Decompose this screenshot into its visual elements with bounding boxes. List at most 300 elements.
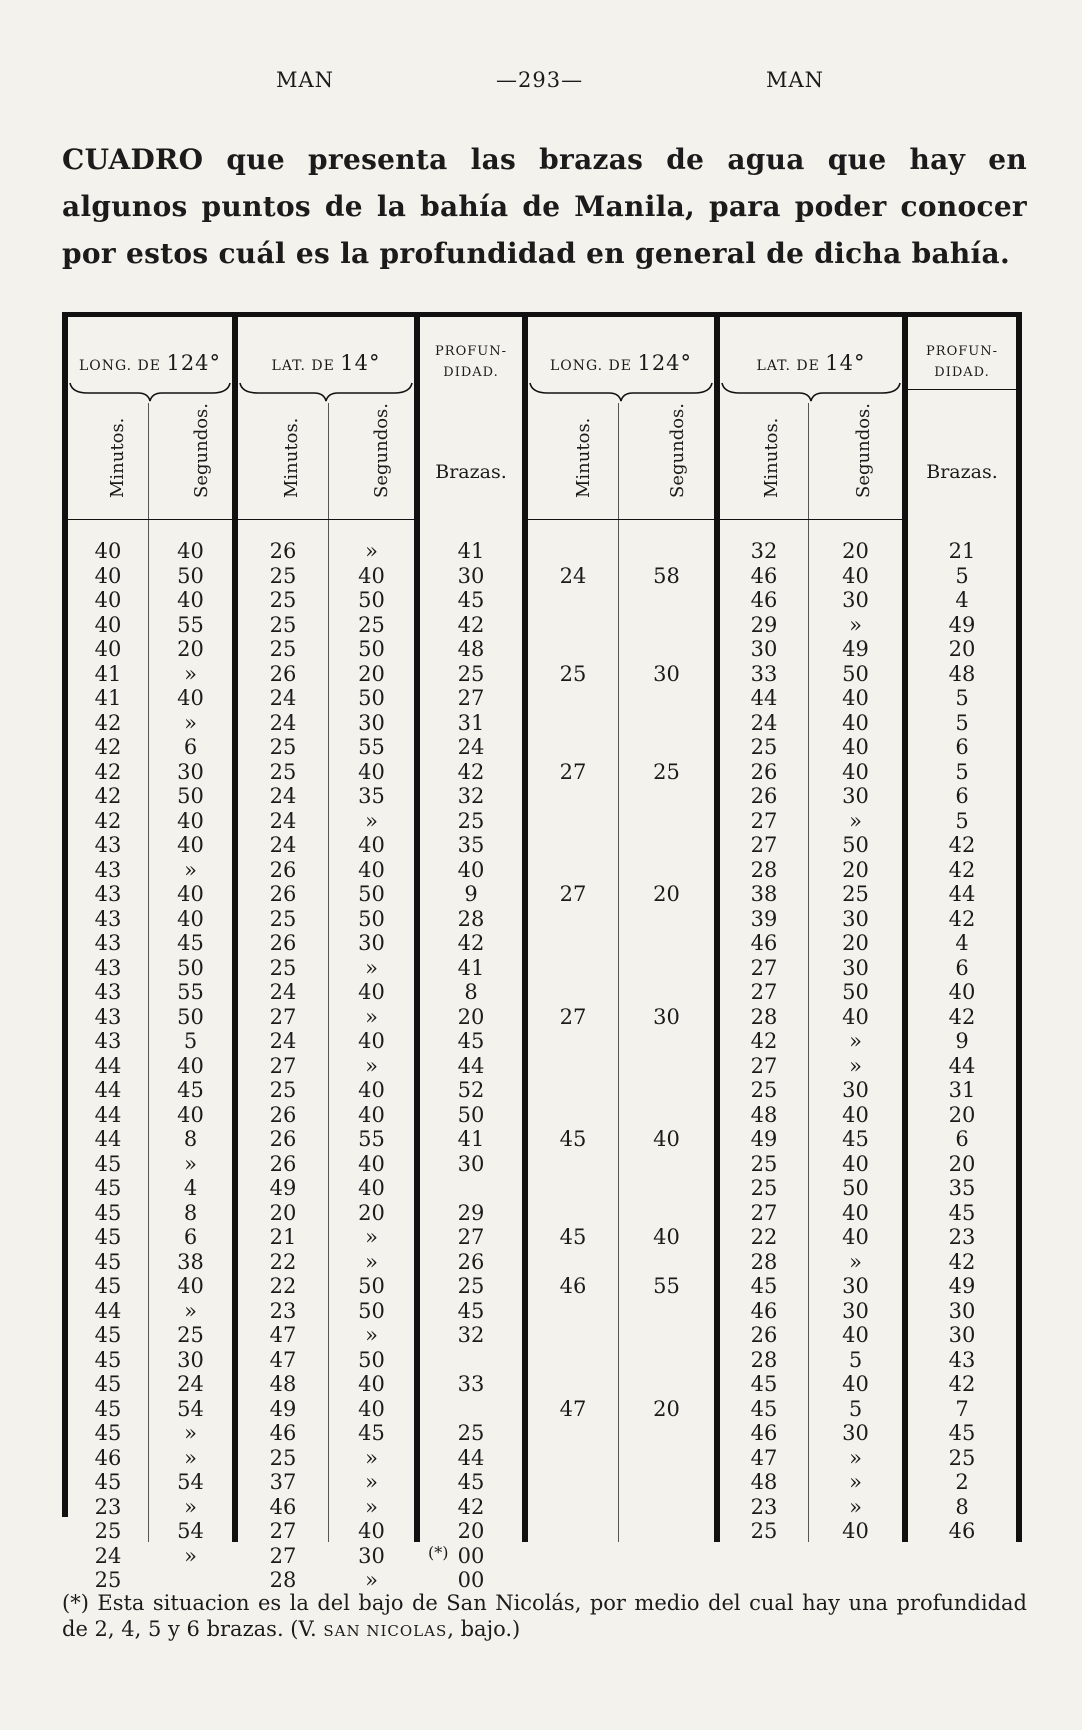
table-cell: » [849,1053,862,1078]
table-cell: 40 [358,833,385,857]
table-cell: » [849,1445,862,1470]
footnote-text-end: , bajo.) [447,1617,521,1641]
table-cell: » [184,1445,197,1470]
table-cell: 45 [94,1176,122,1200]
table-cell: 30 [842,784,869,808]
minutos-label: Minutos. [761,417,782,498]
table-cell: 44 [94,1053,122,1078]
table-cell: 40 [842,1102,869,1127]
table-cell: 27 [457,1225,485,1249]
table-cell: 40 [358,1029,385,1053]
table-cell: 40 [177,833,204,857]
table-cell: 8 [183,1200,198,1225]
table-cell: 27 [750,980,778,1004]
table-cell: 24 [269,710,297,735]
table-cell: 40 [177,906,204,931]
table-cell: 25 [948,1445,976,1470]
segundos-label: Segundos. [667,402,688,498]
table-cell: 24 [457,735,485,759]
table-cell: 45 [457,1470,485,1494]
table-cell: » [184,1151,197,1176]
lat-degree: 14° [340,351,381,375]
table-cell: 40 [842,1004,869,1029]
table-cell: 42 [94,784,122,808]
col-left-depth [420,539,522,1593]
depth-header-line2: DIDAD. [934,365,990,380]
table-cell: » [184,857,197,882]
table-cell: 45 [750,1372,778,1396]
table-cell: 20 [177,637,204,661]
table-cell: 44 [457,1445,485,1470]
long-degree: 124° [637,351,693,375]
table-cell: 46 [750,1298,778,1323]
table-cell: 27 [559,882,587,906]
table-cell: 44 [94,1127,122,1151]
lat-label: LAT. DE [756,358,820,374]
table-cell: 25 [269,612,297,637]
table-cell: » [184,1298,197,1323]
table-cell: 27 [750,1053,778,1078]
table-cell: 6 [955,1127,969,1151]
depth-header-rule [908,389,1016,390]
table-cell: 21 [269,1225,297,1249]
table-cell: 40 [177,1053,204,1078]
table-cell: 26 [269,857,297,882]
segundos-header [652,402,688,519]
table-cell: » [365,808,378,833]
table-cell: 46 [559,1274,587,1298]
table-cell: 40 [358,1396,385,1421]
table-cell: 45 [177,931,204,955]
table-cell: 45 [457,1298,485,1323]
table-cell: » [365,539,378,563]
table-cell: 25 [457,808,485,833]
table-cell: 30 [842,906,869,931]
table-cell: 8 [183,1127,198,1151]
table-cell: 26 [269,661,297,686]
table-cell: 5 [955,710,969,735]
table-cell: 43 [94,1029,122,1053]
table-cell: 30 [842,1274,869,1298]
table-cell: 5 [183,1029,198,1053]
table-cell: 26 [269,539,297,563]
table-cell: 40 [842,710,869,735]
col-left-long-sec [149,539,232,1593]
table-cell: 48 [457,637,485,661]
table-cell: 32 [750,539,778,563]
long-header-left [68,351,232,375]
footnote [62,1590,1027,1644]
table-cell: 48 [750,1102,778,1127]
table-cell: 30 [653,1004,680,1029]
footnote-mark: (*) [62,1591,89,1615]
table-cell: 42 [948,833,976,857]
table-cell: 24 [269,686,297,710]
table-cell: » [184,1421,197,1445]
table-cell: 27 [750,833,778,857]
table-cell: 26 [750,1323,778,1347]
table-cell: 44 [948,1053,976,1078]
table-cell: 45 [750,1274,778,1298]
table-cell: » [365,1470,378,1494]
table-cell: 24 [269,980,297,1004]
table-cell: 42 [94,759,122,784]
table-cell: 9 [464,882,478,906]
table-cell: 50 [358,906,385,931]
table-cell: 52 [457,1078,485,1102]
minutos-label: Minutos. [281,417,302,498]
table-cell: 40 [358,1078,385,1102]
table-cell: 6 [955,784,969,808]
table-cell: 25 [269,906,297,931]
table-cell: 43 [94,931,122,955]
table-cell: 25 [842,882,869,906]
depth-table [62,312,1022,1592]
table-cell: » [849,1249,862,1274]
table-cell: » [184,661,197,686]
table-cell: 27 [750,955,778,980]
table-cell: 45 [177,1078,204,1102]
table-cell: 43 [94,833,122,857]
table-cell: 5 [955,808,969,833]
brazas-header: Brazas. [435,461,507,483]
header-rule [238,519,414,520]
table-cell: 40 [177,686,204,710]
table-cell: 20 [948,637,976,661]
table-cell: 30 [358,931,385,955]
table-cell: 25 [269,759,297,784]
table-cell: 25 [457,661,485,686]
table-cell: 45 [948,1421,976,1445]
segundos-header [176,402,212,519]
table-cell: 24 [94,1543,122,1568]
depth-header-line1: PROFUN- [435,344,507,359]
table-cell: 40 [358,1102,385,1127]
table-cell: » [365,1494,378,1519]
table-cell: 41 [457,955,485,980]
table-cell: 46 [750,931,778,955]
table-cell: 40 [358,1372,385,1396]
table-cell: 24 [750,710,778,735]
table-cell: » [184,710,197,735]
table-cell: 25 [269,955,297,980]
table-cell: 22 [269,1274,297,1298]
table-cell: 42 [94,735,122,759]
table-cell: 50 [358,1347,385,1372]
table-cell: 23 [94,1494,122,1519]
table-cell: 40 [842,735,869,759]
table-cell: 46 [269,1421,297,1445]
table-cell: 43 [94,1004,122,1029]
table-cell: 30 [653,661,680,686]
table-cell: 44 [94,1102,122,1127]
table-cell: 50 [177,563,204,588]
table-cell: 33 [750,661,778,686]
table-cell: 40 [358,980,385,1004]
table-cell: 30 [457,563,485,588]
table-cell: 25 [750,1078,778,1102]
table-cell: 27 [750,1200,778,1225]
depth-header-line1: PROFUN- [926,344,998,359]
table-cell: » [365,1225,378,1249]
table-cell: 28 [750,1347,778,1372]
brace-line [528,381,714,403]
table-cell: 50 [358,686,385,710]
table-cell: 20 [358,1200,385,1225]
table-cell: » [849,612,862,637]
table-cell: 00 [457,1568,485,1592]
table-cell: 25 [457,1274,485,1298]
table-cell: 47 [269,1347,297,1372]
depth-header-line2: DIDAD. [443,365,499,380]
brace-line [68,381,232,403]
table-cell: 28 [750,1249,778,1274]
table-cell: 40 [358,759,385,784]
table-cell: » [365,1445,378,1470]
table-cell: 20 [269,1200,297,1225]
table-cell: 40 [358,1151,385,1176]
table-cell: 45 [559,1225,587,1249]
table-cell: 41 [94,686,122,710]
table-cell: 42 [94,710,122,735]
table-cell: 27 [559,1004,587,1029]
table-cell: 20 [842,931,869,955]
table-cell: 25 [94,1568,122,1592]
table-cell: 46 [948,1519,976,1543]
table-cell: 37 [269,1470,297,1494]
table-cell: 27 [559,759,587,784]
table-cell: 27 [269,1519,297,1543]
table-cell: » [365,955,378,980]
table-cell: 30 [358,710,385,735]
table-cell: » [184,1543,197,1568]
table-cell: 25 [457,1421,485,1445]
table-cell: 50 [842,1176,869,1200]
table-cell: 40 [842,1372,869,1396]
col-right-depth [908,539,1016,1544]
table-cell: 42 [948,1004,976,1029]
table-cell: 50 [842,661,869,686]
footnote-text: Esta situacion es la del bajo de San Nicolás, por medio del cual hay una profundidad de 2, 4, 5 y 6 brazas. (V. [62,1591,1027,1641]
table-cell: 31 [457,710,485,735]
table-cell: 44 [750,686,778,710]
table-cell: 54 [177,1519,204,1543]
table-cell: 54 [177,1470,204,1494]
table-cell [420,1397,522,1422]
table-cell: 40 [177,588,204,612]
table-cell: 44 [948,882,976,906]
table-cell: 26 [269,1102,297,1127]
table-cell: 21 [948,539,976,563]
table-cell: 45 [94,1421,122,1445]
table-cell: 24 [269,784,297,808]
table-cell: 45 [358,1421,385,1445]
table-cell: 47 [269,1323,297,1347]
table-rule [1016,317,1022,1542]
table-cell: 42 [457,931,485,955]
table-cell: 25 [358,612,385,637]
table-cell: 30 [842,955,869,980]
table-cell: 43 [94,955,122,980]
table-cell: 5 [848,1347,863,1372]
table-cell: 27 [269,1543,297,1568]
depth-header-left [420,341,522,383]
table-cell: 30 [358,1543,385,1568]
table-cell: 26 [269,1151,297,1176]
table-cell: 40 [653,1127,680,1151]
table-cell: 26 [750,759,778,784]
table-cell: 24 [269,808,297,833]
table-cell: 30 [948,1323,976,1347]
col-left-long-min [68,539,148,1593]
table-cell: 40 [94,563,122,588]
table-cell: 20 [457,1519,485,1543]
segundos-header [356,402,392,519]
table-cell: 9 [955,1029,969,1053]
table-cell: 25 [653,759,680,784]
table-cell: 20 [358,661,385,686]
table-cell: » [849,1470,862,1494]
table-cell: 4 [183,1176,198,1200]
table-cell: 26 [269,1127,297,1151]
table-cell: 45 [948,1200,976,1225]
table-cell: 30 [177,759,204,784]
table-cell: 44 [94,1078,122,1102]
table-cell: 40 [842,1200,869,1225]
table-cell: 35 [948,1176,976,1200]
table-cell: 4 [955,588,969,612]
table-cell: 25 [269,1078,297,1102]
table-cell: 25 [269,1445,297,1470]
table-cell: 40 [358,1176,385,1200]
table-cell: » [365,1323,378,1347]
segundos-label: Segundos. [371,402,392,498]
table-cell: 25 [177,1323,204,1347]
minutos-label: Minutos. [107,417,128,498]
header-rule [720,519,902,520]
table-cell: 45 [94,1396,122,1421]
segundos-label: Segundos. [853,402,874,498]
table-cell: 40 [177,1274,204,1298]
table-cell: 5 [848,1396,863,1421]
table-cell: 27 [457,686,485,710]
table-cell: 27 [750,808,778,833]
table-cell: 5 [955,759,969,784]
table-cell: 45 [94,1323,122,1347]
table-title: CUADRO que presenta las brazas de agua que hay en algunos puntos de la bahía de Manila, para poder conocer por estos cuál es la profundidad en general de dicha bahía. [62,143,1027,270]
table-cell: 42 [457,612,485,637]
table-cell: 54 [177,1396,204,1421]
table-cell: 46 [750,588,778,612]
table-cell: 40 [842,686,869,710]
table-cell: 26 [269,931,297,955]
table-cell: 55 [358,1127,385,1151]
depth-header-right [908,341,1016,383]
table-cell: 40 [358,1519,385,1543]
table-cell: 32 [457,784,485,808]
table-cell: 46 [94,1445,122,1470]
table-cell: 45 [94,1347,122,1372]
table-cell: 5 [955,686,969,710]
table-cell: 43 [94,980,122,1004]
table-rule [522,317,528,1542]
table-cell: 22 [269,1249,297,1274]
table-cell: 47 [559,1396,587,1421]
table-cell: 26 [750,784,778,808]
table-cell: 41 [457,1127,485,1151]
header-rule [68,519,232,520]
lat-degree: 14° [825,351,866,375]
table-cell: 40 [457,857,485,882]
table-cell: 50 [358,882,385,906]
table-cell: 33 [457,1372,485,1396]
table-cell: 40 [842,563,869,588]
table-cell: 39 [750,906,778,931]
table-cell: 25 [750,1151,778,1176]
table-cell: 44 [457,1053,485,1078]
table-cell: 25 [750,1519,778,1543]
table-cell: 50 [177,1004,204,1029]
table-cell: 40 [358,857,385,882]
minutos-header [266,409,302,519]
table-cell: 44 [94,1298,122,1323]
minutos-header [92,409,128,519]
table-cell: 45 [457,588,485,612]
brace-line [238,381,414,403]
running-head-right: MAN [766,68,825,92]
table-cell: 27 [269,1004,297,1029]
table-cell: 38 [750,882,778,906]
table-cell: 49 [750,1127,778,1151]
table-cell: 45 [559,1127,587,1151]
table-cell: 32 [457,1323,485,1347]
table-cell: 46 [750,1421,778,1445]
table-cell: 49 [269,1176,297,1200]
table-cell: 35 [358,784,385,808]
table-cell: 24 [177,1372,204,1396]
table-cell: 20 [948,1151,976,1176]
table-cell: 46 [269,1494,297,1519]
table-cell: 30 [948,1298,976,1323]
table-cell: 48 [750,1470,778,1494]
table-cell: 40 [842,1225,869,1249]
table-cell: 40 [177,1102,204,1127]
note-marker: (*) [428,1543,449,1562]
table-cell: 00 [457,1543,485,1568]
table-cell: 55 [177,612,204,637]
long-label: LONG. DE [78,358,161,374]
table-cell: 55 [653,1274,680,1298]
table-cell: 25 [269,637,297,661]
table-cell: 38 [177,1249,204,1274]
table-cell: 45 [750,1396,778,1421]
table-cell: 42 [948,1372,976,1396]
table-cell: 30 [842,1421,869,1445]
table-cell: 43 [94,882,122,906]
table-cell: 31 [948,1078,976,1102]
table-cell: 40 [842,1323,869,1347]
brace-line [720,381,902,403]
table-cell: » [365,1568,378,1592]
table-cell: 24 [269,1029,297,1053]
table-cell: 35 [457,833,485,857]
table-cell: 24 [269,833,297,857]
table-cell: 41 [457,539,485,563]
table-cell: 58 [653,563,680,588]
table-cell: 45 [94,1274,122,1298]
table-cell: 49 [948,1274,976,1298]
table-cell: 40 [653,1225,680,1249]
